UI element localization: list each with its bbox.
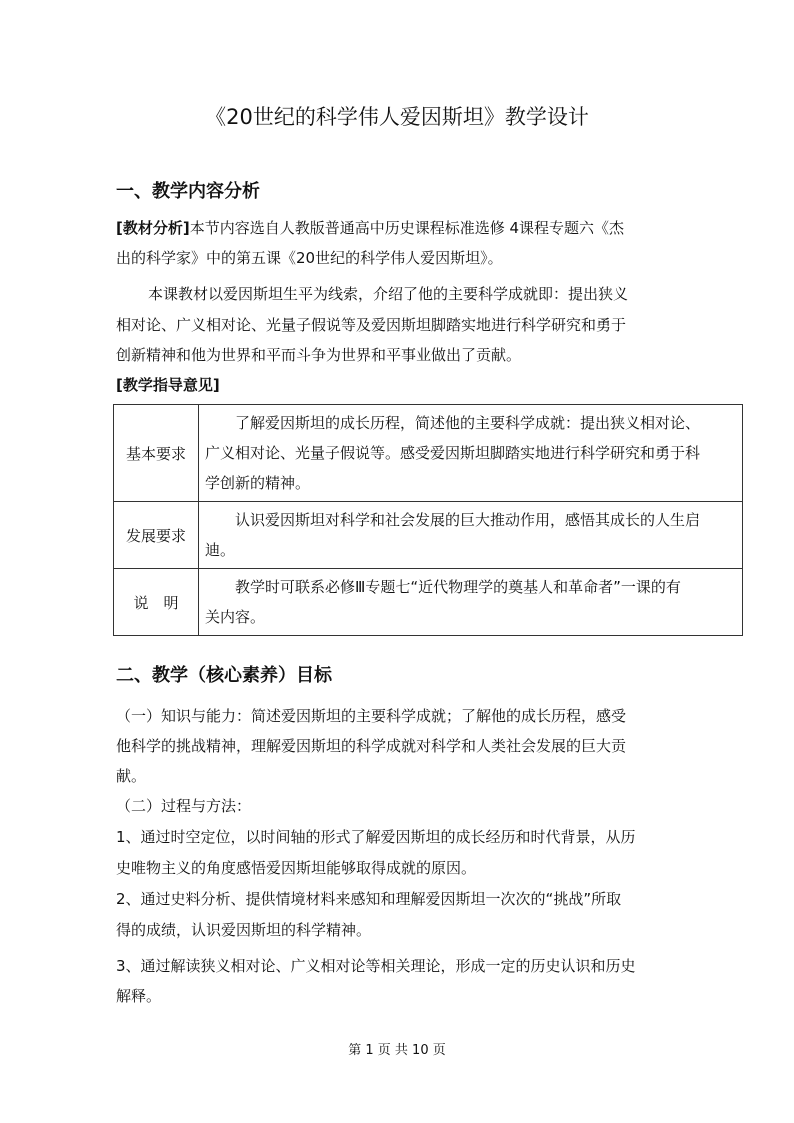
objective-line: 得的成绩，认识爱因斯坦的科学精神。 xyxy=(116,921,372,939)
table-row xyxy=(114,502,743,569)
paragraph-line-1: 本课教材以爱因斯坦生平为线索，介绍了他的主要科学成就即：提出狭义 xyxy=(148,285,629,303)
objective-line: 他科学的挑战精神，理解爱因斯坦的科学成就对科学和人类社会发展的巨大贡 xyxy=(116,737,627,755)
row-label-basic: 基本要求 xyxy=(114,405,199,502)
document-title: 《20世纪的科学伟人爱因斯坦》教学设计 xyxy=(205,105,589,129)
row-content-notes xyxy=(199,569,743,636)
row-line: 关内容。 xyxy=(205,608,266,626)
requirements-table xyxy=(113,404,743,636)
row-line: 认识爱因斯坦对科学和社会发展的巨大推动作用，感悟其成长的人生启 xyxy=(235,511,701,529)
row-line: 广义相对论、光量子假说等。感受爱因斯坦脚踏实地进行科学研究和勇于科 xyxy=(205,444,701,462)
objective-line: 1、通过时空定位，以时间轴的形式了解爱因斯坦的成长经历和时代背景，从历 xyxy=(116,828,636,846)
objective-line: （一）知识与能力：简述爱因斯坦的主要科学成就；了解他的成长历程，感受 xyxy=(116,707,627,725)
textbook-analysis-line-1 xyxy=(116,216,624,240)
row-line: 学创新的精神。 xyxy=(205,474,311,492)
table-row xyxy=(114,569,743,636)
objective-line: （二）过程与方法： xyxy=(116,797,252,815)
textbook-analysis-tag: [教材分析] xyxy=(116,219,190,237)
objective-line: 解释。 xyxy=(116,987,162,1005)
row-line: 了解爱因斯坦的成长历程，简述他的主要科学成就：提出狭义相对论、 xyxy=(235,414,701,432)
section-heading-objectives: 二、教学（核心素养）目标 xyxy=(116,665,332,686)
row-line: 迪。 xyxy=(205,541,236,559)
objective-line: 献。 xyxy=(116,767,147,785)
textbook-analysis-text-1: 本节内容选自人教版普通高中历史课程标准选修 4课程专题六《杰 xyxy=(189,219,625,237)
row-label-notes: 说 明 xyxy=(114,569,199,636)
objective-line: 史唯物主义的角度感悟爱因斯坦能够取得成就的原因。 xyxy=(116,859,477,877)
objective-line: 3、通过解读狭义相对论、广义相对论等相关理论，形成一定的历史认识和历史 xyxy=(116,957,636,975)
row-label-development: 发展要求 xyxy=(114,502,199,569)
page-number-footer: 第 1 页 共 10 页 xyxy=(348,1043,446,1058)
row-line: 教学时可联系必修Ⅲ专题七“近代物理学的奠基人和革命者”一课的有 xyxy=(235,578,681,596)
row-content-development xyxy=(199,502,743,569)
row-content-basic xyxy=(199,405,743,502)
table-row xyxy=(114,405,743,502)
section-heading-content-analysis: 一、教学内容分析 xyxy=(116,181,260,202)
paragraph-line-3: 创新精神和他为世界和平而斗争为世界和平事业做出了贡献。 xyxy=(116,346,522,364)
textbook-analysis-line-2: 出的科学家》中的第五课《20世纪的科学伟人爱因斯坦》。 xyxy=(116,249,503,267)
teaching-guidance-heading: [教学指导意见] xyxy=(116,376,220,394)
objective-line: 2、通过史料分析、提供情境材料来感知和理解爱因斯坦一次次的“挑战”所取 xyxy=(116,890,622,908)
paragraph-line-2: 相对论、广义相对论、光量子假说等及爱因斯坦脚踏实地进行科学研究和勇于 xyxy=(116,316,627,334)
